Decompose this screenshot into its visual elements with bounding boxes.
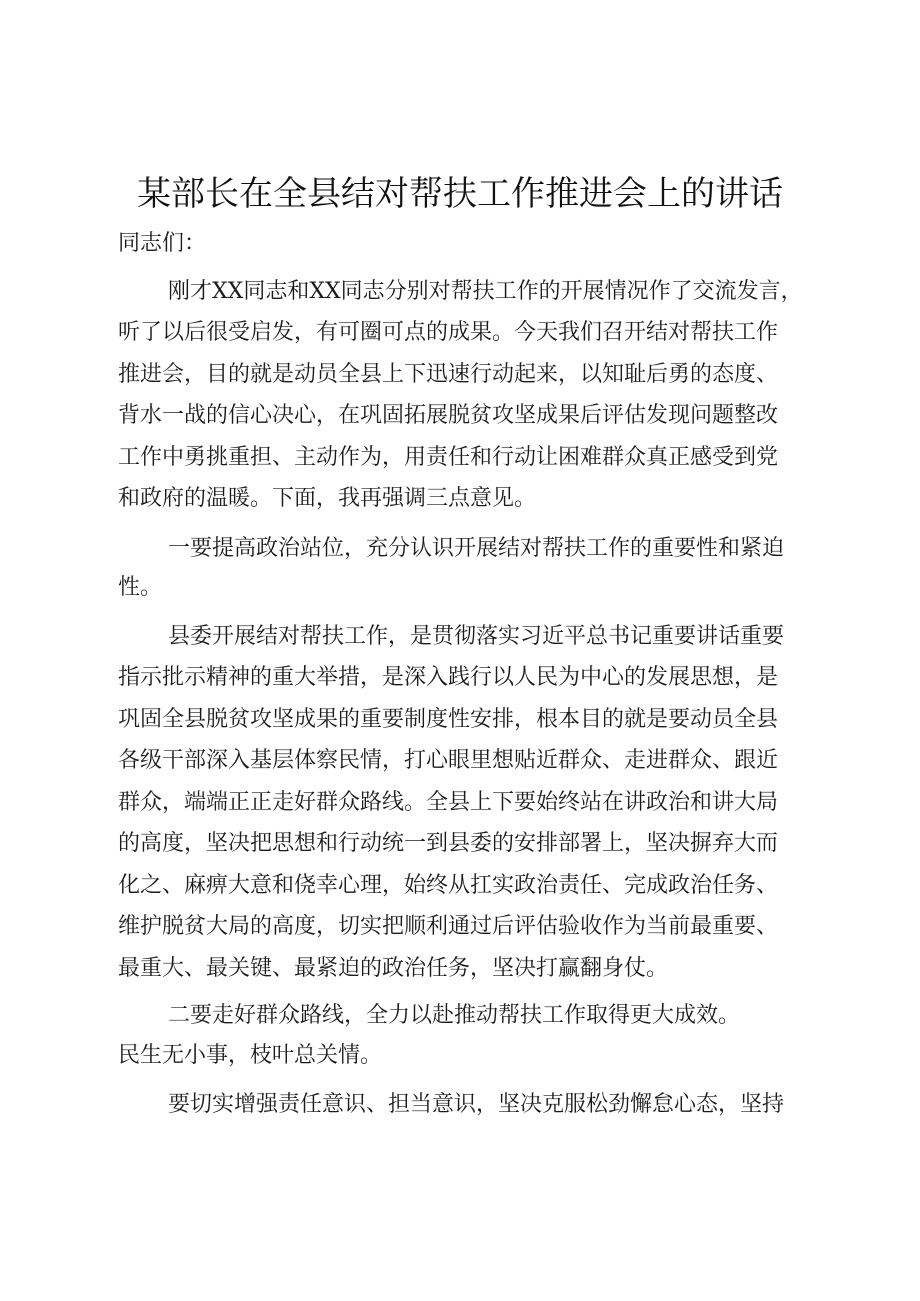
- paragraph-line: 化之、麻痹大意和侥幸心理，始终从扛实政治责任、完成政治任务、: [118, 873, 779, 898]
- section-heading-line: 一要提高政治站位，充分认识开展结对帮扶工作的重要性和紧迫: [168, 536, 785, 561]
- paragraph-line: 维护脱贫大局的高度，切实把顺利通过后评估验收作为当前最重要、: [118, 914, 779, 939]
- paragraph-line: 各级干部深入基层体察民情，打心眼里想贴近群众、走进群众、跟近: [118, 748, 779, 773]
- paragraph-line: 群众，端端正正走好群众路线。全县上下要始终站在讲政治和讲大局: [118, 790, 779, 815]
- paragraph-line: 和政府的温暖。下面，我再强调三点意见。: [118, 486, 537, 511]
- paragraph-line: 推进会，目的就是动员全县上下迅速行动起来，以知耻后勇的态度、: [118, 362, 779, 387]
- paragraph-line: 工作中勇挑重担、主动作为，用责任和行动让困难群众真正感受到党: [118, 445, 779, 470]
- paragraph-line: 指示批示精神的重大举措，是深入践行以人民为中心的发展思想，是: [118, 665, 779, 690]
- paragraph-line: 背水一战的信心决心，在巩固拓展脱贫攻坚成果后评估发现问题整改: [118, 403, 779, 428]
- paragraph-line: 县委开展结对帮扶工作，是贯彻落实习近平总书记重要讲话重要: [168, 624, 785, 649]
- salutation: 同志们：: [118, 231, 207, 256]
- paragraph-line: 巩固全县脱贫攻坚成果的重要制度性安排，根本目的就是要动员全县: [118, 707, 779, 732]
- paragraph-line: 最重大、最关键、最紧迫的政治任务，坚决打赢翻身仗。: [118, 956, 669, 981]
- paragraph-line: 听了以后很受启发，有可圈可点的成果。今天我们召开结对帮扶工作: [118, 320, 779, 345]
- paragraph-line: 的高度，坚决把思想和行动统一到县委的安排部署上，坚决摒弃大而: [118, 831, 779, 856]
- paragraph-line: 要切实增强责任意识、担当意识，坚决克服松劲懈怠心态，坚持: [168, 1092, 785, 1117]
- document-title: 某部长在全县结对帮扶工作推进会上的讲话: [137, 174, 783, 214]
- paragraph-line: 民生无小事，枝叶总关情。: [118, 1043, 383, 1068]
- section-heading-line: 性。: [118, 575, 163, 600]
- paragraph-line: 刚才XX同志和XX同志分别对帮扶工作的开展情况作了交流发言，: [168, 279, 803, 304]
- section-heading-line: 二要走好群众路线，全力以赴推动帮扶工作取得更大成效。: [168, 1003, 741, 1028]
